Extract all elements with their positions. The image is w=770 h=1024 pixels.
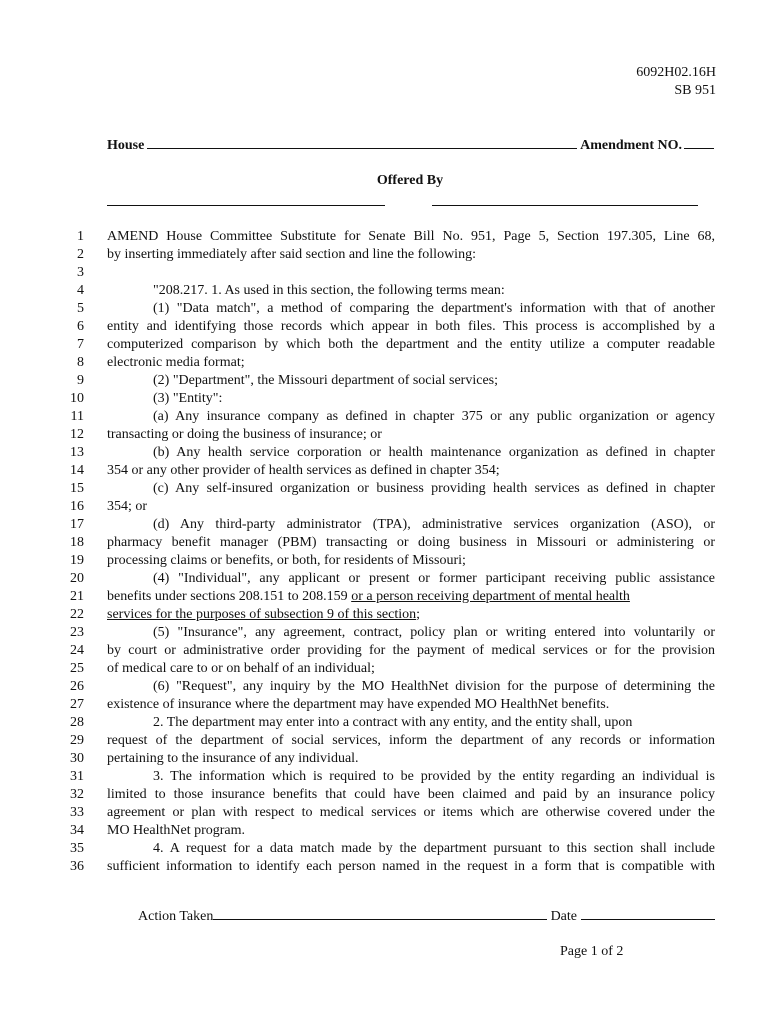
line-number: 8 xyxy=(77,355,84,370)
line-number: 33 xyxy=(70,805,84,820)
text-line xyxy=(0,300,770,318)
line-number: 22 xyxy=(70,607,84,622)
line-number: 12 xyxy=(70,427,84,442)
line-plain-text: benefits under sections 208.151 to 208.159 xyxy=(107,589,352,604)
sponsor-signature-line-2 xyxy=(432,205,698,206)
sponsor-signature-line-1 xyxy=(107,205,385,206)
line-number: 13 xyxy=(70,445,84,460)
text-line xyxy=(0,804,770,822)
line-number: 15 xyxy=(70,481,84,496)
line-text: existence of insurance where the department may have expended MO HealthNet benefits. xyxy=(107,697,610,712)
line-text: pharmacy benefit manager (PBM) transacting or doing business in Missouri or administering or xyxy=(107,535,715,550)
text-line xyxy=(0,408,770,426)
line-number: 7 xyxy=(77,337,84,352)
line-text: (a) Any insurance company as defined in chapter 375 or any public organization or agency xyxy=(153,409,715,424)
line-text: of medical care to or on behalf of an individual; xyxy=(107,661,375,676)
line-number: 26 xyxy=(70,679,84,694)
line-text: pertaining to the insurance of any individual. xyxy=(107,751,359,766)
line-number: 28 xyxy=(70,715,84,730)
text-line xyxy=(0,552,770,570)
line-text: electronic media format; xyxy=(107,355,245,370)
text-line xyxy=(0,696,770,714)
inserted-text: services for the purposes of subsection 9 of this section xyxy=(107,607,417,622)
line-text xyxy=(107,588,630,606)
line-text: (c) Any self-insured organization or business providing health services as defined in chapter xyxy=(153,481,715,496)
line-text: (4) "Individual", any applicant or present or former participant receiving public assistance xyxy=(153,571,715,586)
text-line xyxy=(0,570,770,588)
line-number: 14 xyxy=(70,463,84,478)
page-number: Page 1 of 2 xyxy=(560,944,624,959)
line-number: 17 xyxy=(70,517,84,532)
line-text: (b) Any health service corporation or health maintenance organization as defined in chapter xyxy=(153,445,715,460)
text-line xyxy=(0,660,770,678)
line-number: 32 xyxy=(70,787,84,802)
text-line xyxy=(0,678,770,696)
text-line xyxy=(0,606,770,624)
house-blank-line xyxy=(147,136,577,149)
text-line xyxy=(0,462,770,480)
text-line xyxy=(0,534,770,552)
amendment-number-blank xyxy=(684,136,714,149)
line-text: (5) "Insurance", any agreement, contract, policy plan or writing entered into voluntarily or xyxy=(153,625,715,640)
line-number: 10 xyxy=(70,391,84,406)
action-taken-blank xyxy=(213,907,546,920)
line-number: 18 xyxy=(70,535,84,550)
text-line xyxy=(0,318,770,336)
line-number: 30 xyxy=(70,751,84,766)
line-text: AMEND House Committee Substitute for Senate Bill No. 951, Page 5, Section 197.305, Line 68, xyxy=(107,229,715,244)
line-number: 4 xyxy=(77,283,84,298)
house-amendment-row xyxy=(107,136,714,154)
line-number: 2 xyxy=(77,247,84,262)
line-number: 1 xyxy=(77,229,84,244)
bill-number: SB 951 xyxy=(674,83,716,98)
offered-by-label: Offered By xyxy=(376,173,444,188)
line-text: "208.217. 1. As used in this section, the following terms mean: xyxy=(153,283,505,298)
text-line xyxy=(0,642,770,660)
text-line xyxy=(0,516,770,534)
inserted-text: or a person receiving department of mental health xyxy=(351,589,630,604)
text-line xyxy=(0,390,770,408)
line-text: transacting or doing the business of insurance; or xyxy=(107,427,382,442)
line-number: 34 xyxy=(70,823,84,838)
text-line xyxy=(0,840,770,858)
line-text: (d) Any third-party administrator (TPA), administrative services organization (ASO), or xyxy=(153,517,715,532)
line-text: (2) "Department", the Missouri department of social services; xyxy=(153,373,498,388)
line-text: limited to those insurance benefits that could have been claimed and paid by an insurance policy xyxy=(107,787,715,802)
line-text: processing claims or benefits, or both, for residents of Missouri; xyxy=(107,553,466,568)
line-text: by inserting immediately after said section and line the following: xyxy=(107,247,476,262)
text-line xyxy=(0,444,770,462)
line-number: 24 xyxy=(70,643,84,658)
text-line xyxy=(0,336,770,354)
text-line xyxy=(0,750,770,768)
line-text: 4. A request for a data match made by the department pursuant to this section shall include xyxy=(153,841,715,856)
line-number: 6 xyxy=(77,319,84,334)
line-number: 36 xyxy=(70,859,84,874)
line-number: 20 xyxy=(70,571,84,586)
line-text: 3. The information which is required to be provided by the entity regarding an individual is xyxy=(153,769,715,784)
line-text: 354; or xyxy=(107,499,148,514)
line-number: 27 xyxy=(70,697,84,712)
line-text: 2. The department may enter into a contract with any entity, and the entity shall, upon xyxy=(153,715,633,730)
text-line xyxy=(0,246,770,264)
line-number: 9 xyxy=(77,373,84,388)
text-line xyxy=(0,228,770,246)
text-line xyxy=(0,624,770,642)
line-number: 35 xyxy=(70,841,84,856)
text-line xyxy=(0,822,770,840)
line-text: agreement or plan with respect to medical services or items which are otherwise covered under the xyxy=(107,805,715,820)
text-line xyxy=(0,372,770,390)
line-number: 23 xyxy=(70,625,84,640)
line-number: 19 xyxy=(70,553,84,568)
text-line xyxy=(0,858,770,876)
text-line xyxy=(0,354,770,372)
text-line xyxy=(0,282,770,300)
line-number: 16 xyxy=(70,499,84,514)
line-number: 25 xyxy=(70,661,84,676)
line-number: 21 xyxy=(70,589,84,604)
line-text: entity and identifying those records which appear in both files. This process is accomplished by a xyxy=(107,319,715,334)
line-number: 31 xyxy=(70,769,84,784)
date-label: Date xyxy=(550,909,577,924)
line-text: (3) "Entity": xyxy=(153,391,223,406)
line-number: 29 xyxy=(70,733,84,748)
action-taken-label: Action Taken xyxy=(138,909,214,924)
line-text: by court or administrative order providing for the payment of medical services or for the provision xyxy=(107,643,715,658)
document-code: 6092H02.16H xyxy=(636,65,716,80)
line-text: (1) "Data match", a method of comparing the department's information with that of another xyxy=(153,301,715,316)
line-number: 3 xyxy=(77,265,84,280)
line-text xyxy=(107,606,420,624)
line-number: 11 xyxy=(70,409,84,424)
date-blank xyxy=(581,907,715,920)
text-line xyxy=(0,714,770,732)
action-taken-row xyxy=(138,907,715,925)
line-text: (6) "Request", any inquiry by the MO HealthNet division for the purpose of determining the xyxy=(153,679,715,694)
text-line xyxy=(0,768,770,786)
text-line xyxy=(0,786,770,804)
amendment-label: Amendment NO. xyxy=(580,138,682,153)
line-text: MO HealthNet program. xyxy=(107,823,246,838)
text-line xyxy=(0,426,770,444)
line-text: request of the department of social services, inform the department of any records or information xyxy=(107,733,715,748)
line-text: sufficient information to identify each person named in the request in a form that is compatible with xyxy=(107,859,715,874)
line-number: 5 xyxy=(77,301,84,316)
text-line xyxy=(0,732,770,750)
text-line xyxy=(0,498,770,516)
text-line xyxy=(0,264,770,282)
house-label: House xyxy=(107,138,145,153)
line-text: computerized comparison by which both the department and the entity utilize a computer readable xyxy=(107,337,715,352)
text-line xyxy=(0,588,770,606)
line-plain-text: ; xyxy=(416,607,420,622)
line-text: 354 or any other provider of health services as defined in chapter 354; xyxy=(107,463,500,478)
text-line xyxy=(0,480,770,498)
